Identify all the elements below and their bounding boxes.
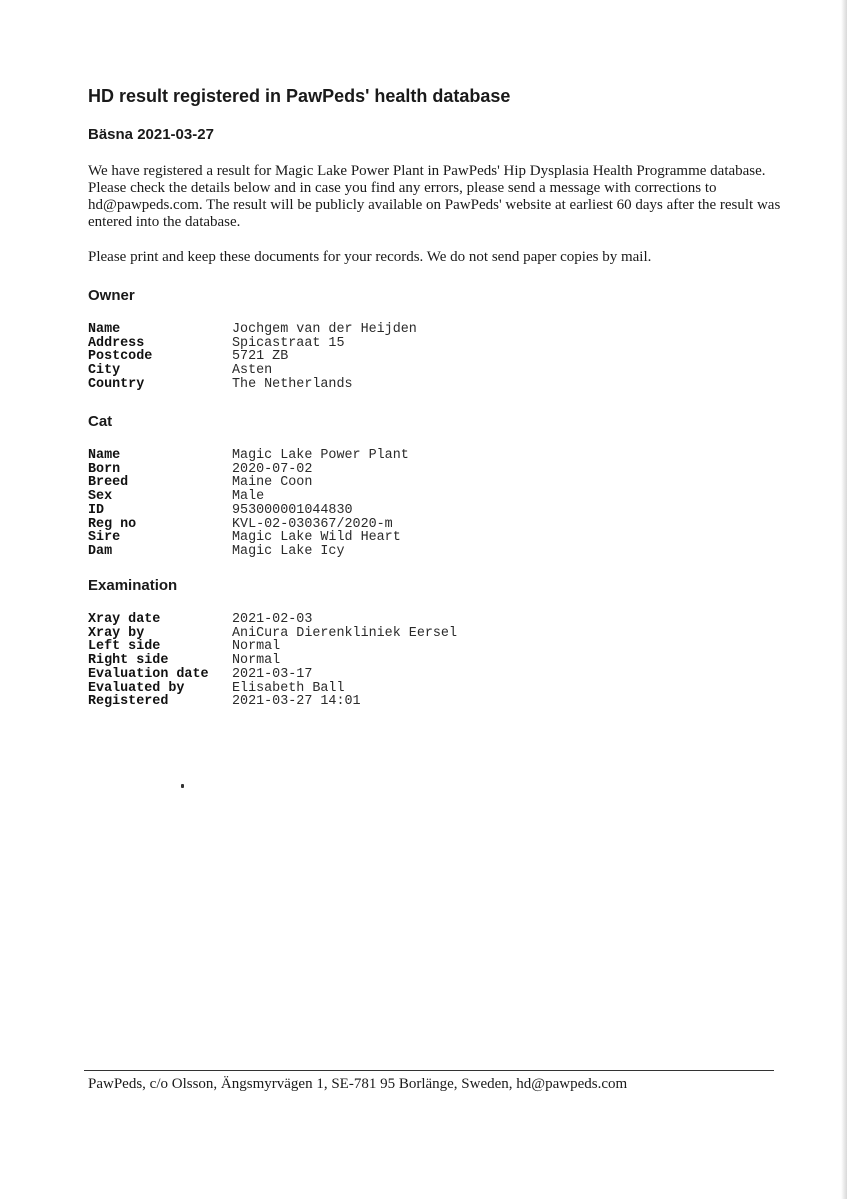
field-label: Name xyxy=(88,322,121,337)
place-date: Bäsna 2021-03-27 xyxy=(88,126,214,143)
field-value: The Netherlands xyxy=(232,376,353,392)
field-value: 2021-03-27 14:01 xyxy=(232,694,361,710)
owner-row xyxy=(88,337,417,351)
field-value: Normal xyxy=(232,653,281,669)
examination-heading: Examination xyxy=(88,577,178,594)
field-value: Jochgem van der Heijden xyxy=(232,322,417,337)
field-label: Address xyxy=(88,335,145,351)
field-value: 5721 ZB xyxy=(232,349,289,365)
field-label: ID xyxy=(88,502,105,518)
field-label: Xray by xyxy=(88,625,145,641)
field-value: Spicastraat 15 xyxy=(232,335,345,351)
records-note: Please print and keep these documents for your records. We do not send paper copies by mail. xyxy=(88,249,652,265)
field-label: Sex xyxy=(88,489,113,505)
examination-row xyxy=(88,682,457,696)
scan-speck xyxy=(181,784,184,788)
owner-row xyxy=(88,378,417,392)
cat-row xyxy=(88,476,409,490)
field-value: Maine Coon xyxy=(232,475,313,491)
document-title: HD result registered in PawPeds' health database xyxy=(88,86,511,106)
field-value: Elisabeth Ball xyxy=(232,680,345,696)
cat-row xyxy=(88,545,409,559)
field-label: Born xyxy=(88,461,121,477)
field-label: Registered xyxy=(88,694,169,710)
examination-row xyxy=(88,627,457,641)
field-label: Breed xyxy=(88,475,129,491)
field-value: Magic Lake Power Plant xyxy=(232,448,409,463)
field-label: Xray date xyxy=(88,612,161,627)
cat-row xyxy=(88,463,409,477)
field-label: City xyxy=(88,363,121,379)
footer-divider xyxy=(84,1070,774,1071)
cat-row xyxy=(88,504,409,518)
field-value: Normal xyxy=(232,639,281,655)
cat-row xyxy=(88,518,409,532)
owner-row xyxy=(88,364,417,378)
intro-paragraph: We have registered a result for Magic Lake Power Plant in PawPeds' Hip Dysplasia Health Programme database. Please check the details below and in case you find any errors, please send a message with corrections to hd@pawpeds.com. The result will be publicly available on PawPeds' website at earliest 60 days after the result was entered into the database. xyxy=(88,163,781,230)
cat-details xyxy=(88,449,409,559)
field-label: Reg no xyxy=(88,516,137,532)
field-value: 2020-07-02 xyxy=(232,461,313,477)
examination-row xyxy=(88,668,457,682)
cat-row xyxy=(88,490,409,504)
examination-row xyxy=(88,695,457,709)
field-value: 2021-03-17 xyxy=(232,666,313,682)
examination-row xyxy=(88,613,457,627)
field-label: Dam xyxy=(88,543,113,559)
field-label: Evaluation date xyxy=(88,666,209,682)
owner-details xyxy=(88,323,417,392)
field-value: AniCura Dierenkliniek Eersel xyxy=(232,625,457,641)
field-value: KVL-02-030367/2020-m xyxy=(232,516,393,532)
examination-row xyxy=(88,654,457,668)
owner-row xyxy=(88,350,417,364)
field-value: 2021-02-03 xyxy=(232,612,313,627)
field-value: 953000001044830 xyxy=(232,502,353,518)
field-label: Right side xyxy=(88,653,169,669)
footer-address: PawPeds, c/o Olsson, Ängsmyrvägen 1, SE-781 95 Borlänge, Sweden, hd@pawpeds.com xyxy=(88,1076,628,1092)
field-label: Sire xyxy=(88,530,121,546)
cat-heading: Cat xyxy=(88,413,113,430)
cat-row xyxy=(88,449,409,463)
scan-edge-shadow xyxy=(841,0,847,1199)
field-label: Left side xyxy=(88,639,161,655)
field-value: Magic Lake Icy xyxy=(232,543,345,559)
field-label: Name xyxy=(88,448,121,463)
owner-row xyxy=(88,323,417,337)
field-value: Asten xyxy=(232,363,273,379)
examination-row xyxy=(88,640,457,654)
cat-row xyxy=(88,531,409,545)
field-label: Evaluated by xyxy=(88,680,185,696)
field-value: Male xyxy=(232,489,265,505)
owner-heading: Owner xyxy=(88,287,135,304)
field-value: Magic Lake Wild Heart xyxy=(232,530,401,546)
examination-details xyxy=(88,613,457,709)
field-label: Postcode xyxy=(88,349,153,365)
field-label: Country xyxy=(88,376,145,392)
